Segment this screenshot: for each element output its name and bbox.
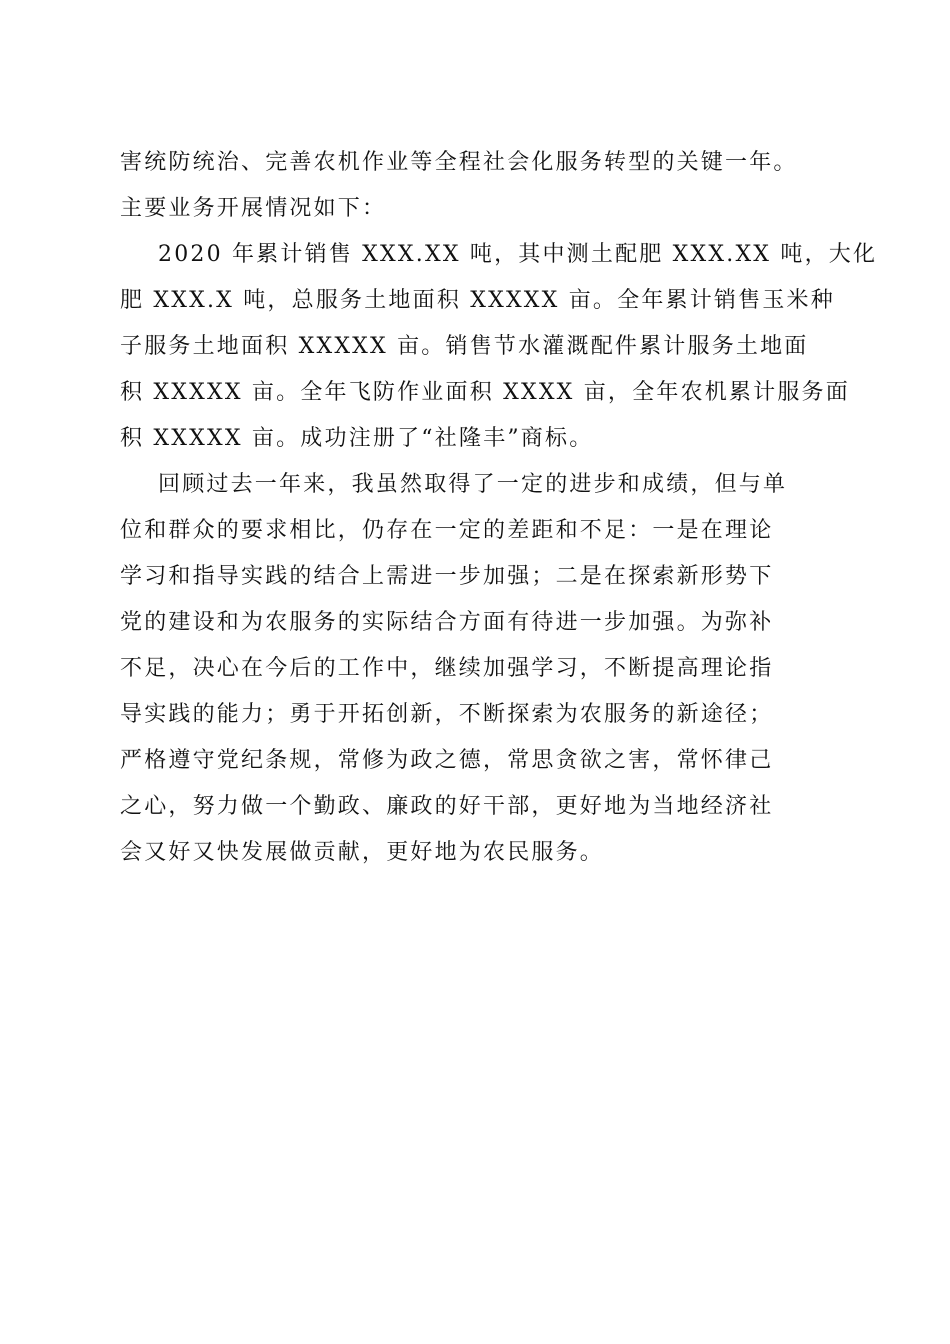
- text-line: 会又好又快发展做贡献，更好地为农民服务。: [120, 840, 605, 865]
- paragraph-continuation: [120, 140, 840, 232]
- text-line: 害统防统治、完善农机作业等全程社会化服务转型的关键一年。: [120, 150, 798, 175]
- text-line: 肥 XXX.X 吨，总服务土地面积 XXXXX 亩。全年累计销售玉米种: [120, 288, 835, 313]
- paragraph-sales-summary: [120, 232, 878, 462]
- text-line: 主要业务开展情况如下：: [120, 196, 387, 221]
- text-line: 不足，决心在今后的工作中，继续加强学习，不断提高理论指: [120, 656, 774, 681]
- paragraph-review: [120, 462, 840, 876]
- text-line: 导实践的能力；勇于开拓创新，不断探索为农服务的新途径；: [120, 702, 774, 727]
- text-line: 积 XXXXX 亩。成功注册了“社隆丰”商标。: [120, 426, 594, 451]
- text-line: 严格遵守党纪条规，常修为政之德，常思贪欲之害，常怀律己: [120, 748, 774, 773]
- document-body: [120, 140, 878, 876]
- text-line: 子服务土地面积 XXXXX 亩。销售节水灌溉配件累计服务土地面: [120, 334, 809, 359]
- text-line: 积 XXXXX 亩。全年飞防作业面积 XXXX 亩，全年农机累计服务面: [120, 380, 850, 405]
- text-line: 党的建设和为农服务的实际结合方面有待进一步加强。为弥补: [120, 610, 774, 635]
- text-line: 之心，努力做一个勤政、廉政的好干部，更好地为当地经济社: [120, 794, 774, 819]
- text-line: 学习和指导实践的结合上需进一步加强；二是在探索新形势下: [120, 564, 774, 589]
- text-line: 2020 年累计销售 XXX.XX 吨，其中测土配肥 XXX.XX 吨，大化: [158, 242, 878, 267]
- text-line: 位和群众的要求相比，仍存在一定的差距和不足：一是在理论: [120, 518, 774, 543]
- text-line: 回顾过去一年来，我虽然取得了一定的进步和成绩，但与单: [158, 472, 788, 497]
